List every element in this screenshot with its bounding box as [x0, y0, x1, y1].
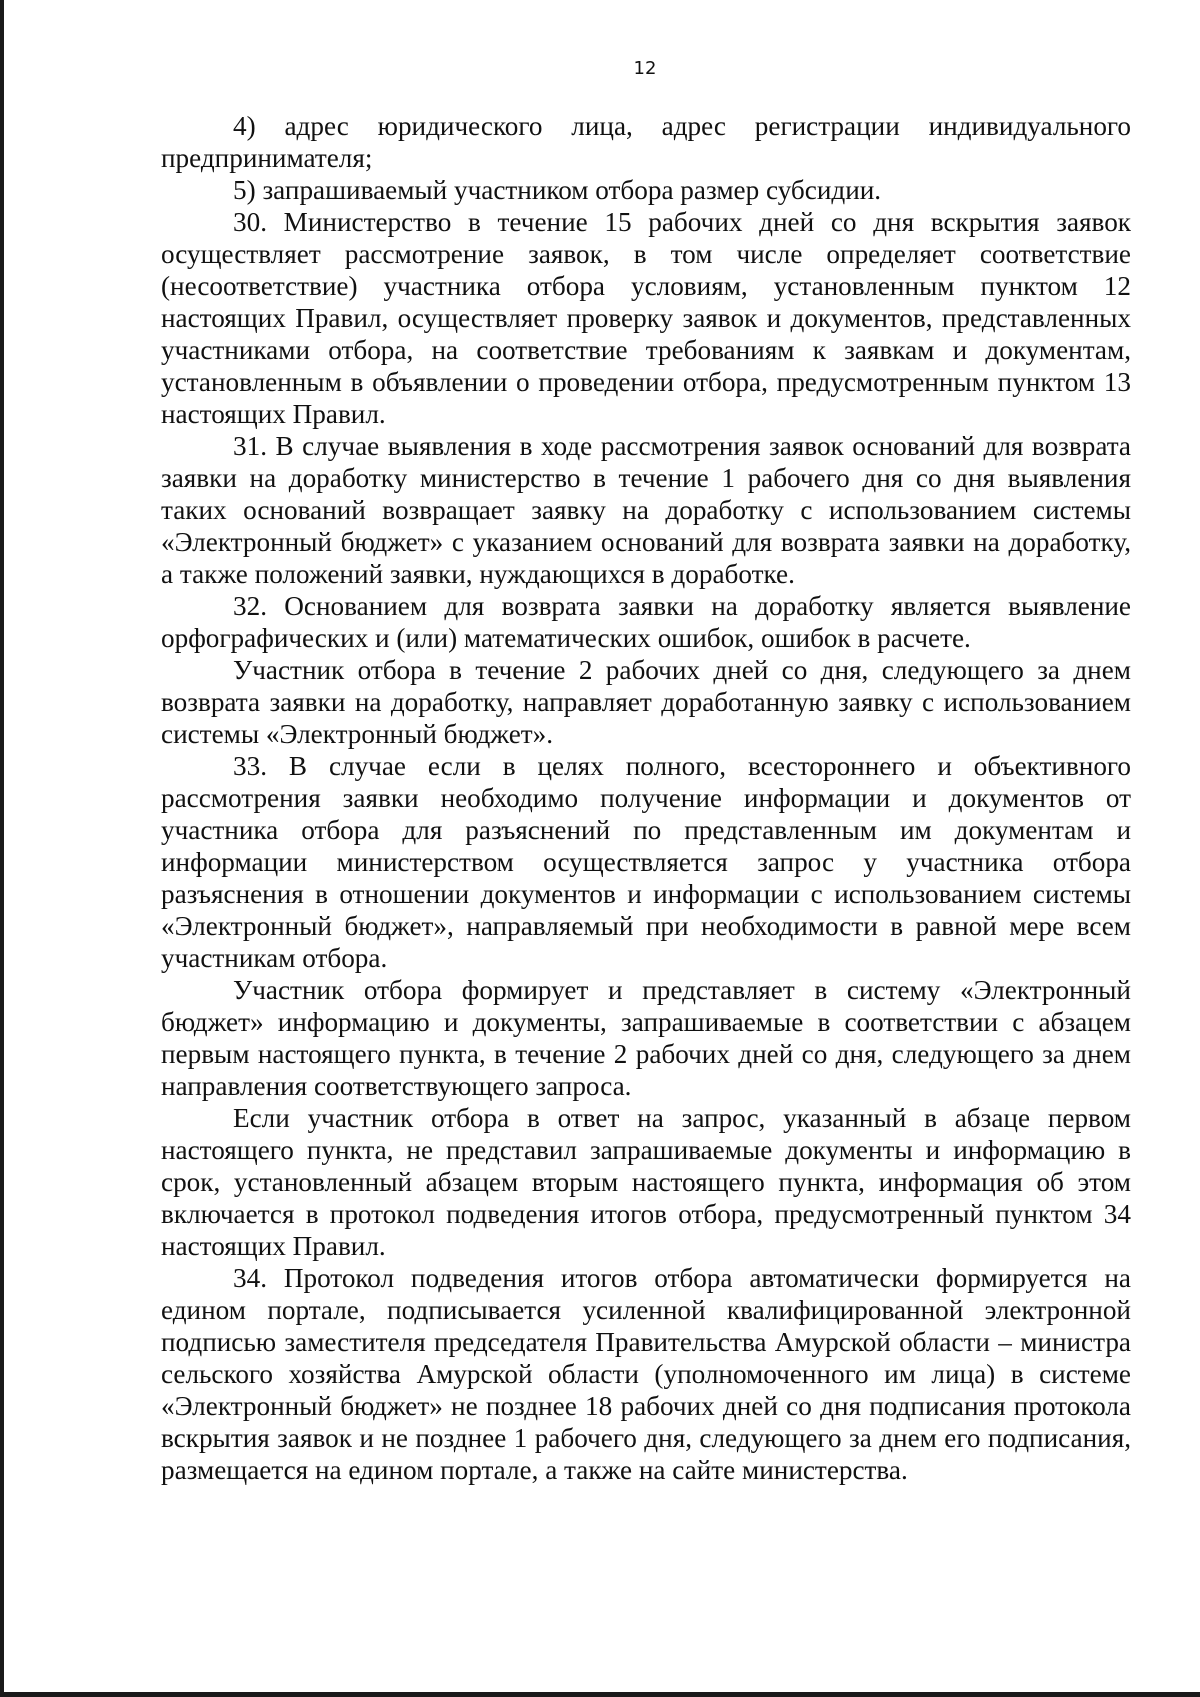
paragraph-clause-33-second: Участник отбора формирует и представляет в систему «Электронный бюджет» информацию и документы, запрашиваемые в соответствии с абзацем первым настоящего пункта, в течение 2 рабочих дней со дня, следующего за днем направления соответствующего запроса.	[161, 975, 1131, 1101]
paragraph-clause-33-third: Если участник отбора в ответ на запрос, указанный в абзаце первом настоящего пункта, не представил запрашиваемые документы и информацию в срок, установленный абзацем вторым настоящего пункта, информация об этом включается в протокол подведения итогов отбора, предусмотренный пунктом 34 настоящих Правил.	[161, 1103, 1131, 1261]
paragraph-clause-33: 33. В случае если в целях полного, всестороннего и объективного рассмотрения заявки необходимо получение информации и документов от участника отбора для разъяснений по представленным им документам и информации министерством осуществляется запрос у участника отбора разъяснения в отношении документов и информации с использованием системы «Электронный бюджет», направляемый при необходимости в равной мере всем участникам отбора.	[161, 751, 1131, 973]
paragraph-clause-30: 30. Министерство в течение 15 рабочих дней со дня вскрытия заявок осуществляет рассмотрение заявок, в том числе определяет соответствие (несоответствие) участника отбора условиям, установленным пунктом 12 настоящих Правил, осуществляет проверку заявок и документов, представленных участниками отбора, на соответствие требованиям к заявкам и документам, установленным в объявлении о проведении отбора, предусмотренным пунктом 13 настоящих Правил.	[161, 207, 1131, 429]
paragraph-clause-32: 32. Основанием для возврата заявки на доработку является выявление орфографических и (или) математических ошибок, ошибок в расчете.	[161, 591, 1131, 653]
paragraph-clause-31: 31. В случае выявления в ходе рассмотрения заявок оснований для возврата заявки на доработку министерство в течение 1 рабочего дня со дня выявления таких оснований возвращает заявку на доработку с использованием системы «Электронный бюджет» с указанием оснований для возврата заявки на доработку, а также положений заявки, нуждающихся в доработке.	[161, 431, 1131, 589]
page-number: 12	[633, 58, 657, 79]
scan-edge-left	[0, 0, 4, 1697]
document-body	[161, 110, 1131, 1486]
paragraph-item-5: 5) запрашиваемый участником отбора размер субсидии.	[233, 175, 882, 205]
scan-edge-bottom	[0, 1692, 1200, 1697]
paragraph-item-4: 4) адрес юридического лица, адрес регистрации индивидуального предпринимателя;	[161, 111, 1131, 173]
paragraph-clause-34: 34. Протокол подведения итогов отбора автоматически формируется на едином портале, подписывается усиленной квалифицированной электронной подписью заместителя председателя Правительства Амурской области – министра сельского хозяйства Амурской области (уполномоченного им лица) в системе «Электронный бюджет» не позднее 18 рабочих дней со дня подписания протокола вскрытия заявок и не позднее 1 рабочего дня, следующего за днем его подписания, размещается на едином портале, а также на сайте министерства.	[161, 1263, 1131, 1485]
paragraph-clause-32-second: Участник отбора в течение 2 рабочих дней со дня, следующего за днем возврата заявки на доработку, направляет доработанную заявку с использованием системы «Электронный бюджет».	[161, 655, 1131, 749]
